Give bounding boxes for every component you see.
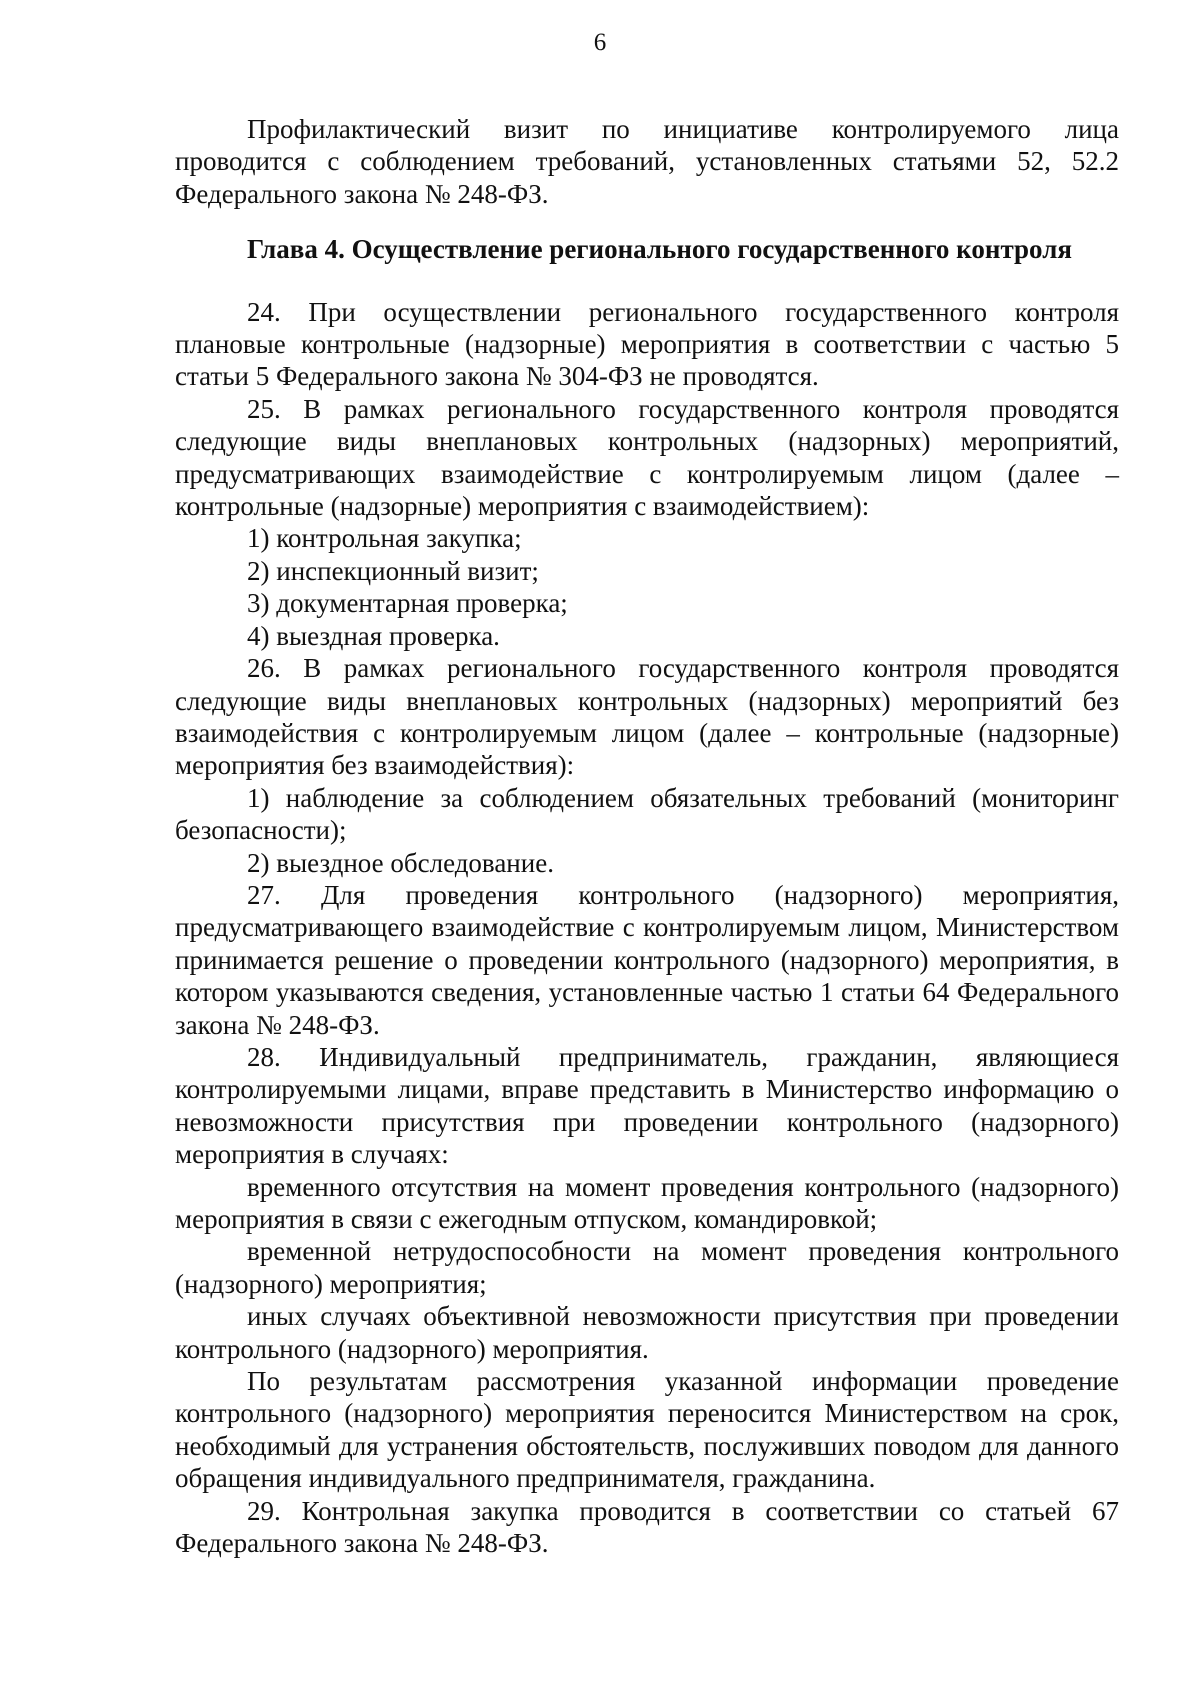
list-item: 3) документарная проверка; bbox=[247, 588, 568, 619]
list-item: 1) контрольная закупка; bbox=[247, 523, 522, 554]
list-item: иных случаях объективной невозможности присутствия при проведении контрольного (надзорного) мероприятия. bbox=[175, 1301, 1119, 1364]
chapter-heading: Глава 4. Осуществление регионального государственного контроля bbox=[247, 234, 1072, 265]
page-number: 6 bbox=[593, 29, 607, 56]
paragraph-27: 27. Для проведения контрольного (надзорного) мероприятия, предусматривающего взаимодействие с контролируемым лицом, Министерством принимается решение о проведении контрольного (надзорного) мероприятия, в котором указываются сведения, установленные частью 1 статьи 64 Федерального закона № 248-ФЗ. bbox=[175, 879, 1119, 1040]
paragraph-postponement: По результатам рассмотрения указанной информации проведение контрольного (надзорного) мероприятия переносится Министерством на срок, необходимый для устранения обстоятельств, послуживших поводом для данного обращения индивидуального предпринимателя, гражданина. bbox=[175, 1366, 1119, 1494]
list-item: 1) наблюдение за соблюдением обязательных требований (мониторинг безопасности); bbox=[175, 782, 1119, 846]
list-item: временного отсутствия на момент проведения контрольного (надзорного) мероприятия в связи с ежегодным отпуском, командировкой; bbox=[175, 1171, 1119, 1234]
list-item: 2) инспекционный визит; bbox=[247, 555, 539, 586]
paragraph-preventive-visit: Профилактический визит по инициативе контролируемого лица проводится с соблюдением требований, установленных статьями 52, 52.2 Федерального закона № 248-ФЗ. bbox=[175, 114, 1119, 209]
document-body bbox=[175, 113, 1119, 1559]
paragraph-28: 28. Индивидуальный предприниматель, гражданин, являющиеся контролируемыми лицами, вправе представить в Министерство информацию о невозможности присутствия при проведении контрольного (надзорного) мероприятия в случаях: bbox=[175, 1041, 1119, 1170]
list-item: временной нетрудоспособности на момент проведения контрольного (надзорного) мероприятия; bbox=[175, 1236, 1119, 1299]
paragraph-24: 24. При осуществлении регионального государственного контроля плановые контрольные (надзорные) мероприятия в соответствии с частью 5 статьи 5 Федерального закона № 304-ФЗ не проводятся. bbox=[175, 296, 1119, 392]
paragraph-29: 29. Контрольная закупка проводится в соответствии со статьей 67 Федерального закона № 248-ФЗ. bbox=[175, 1495, 1119, 1559]
list-item: 4) выездная проверка. bbox=[247, 620, 500, 651]
paragraph-25: 25. В рамках регионального государственного контроля проводятся следующие виды внеплановых контрольных (надзорных) мероприятий, предусматривающих взаимодействие с контролируемым лицом (далее – контрольные (надзорные) мероприятия с взаимодействием): bbox=[175, 393, 1119, 522]
list-item: 2) выездное обследование. bbox=[247, 847, 554, 878]
paragraph-26: 26. В рамках регионального государственного контроля проводятся следующие виды внеплановых контрольных (надзорных) мероприятий без взаимодействия с контролируемым лицом (далее – контрольные (надзорные) мероприятия без взаимодействия): bbox=[175, 653, 1119, 781]
